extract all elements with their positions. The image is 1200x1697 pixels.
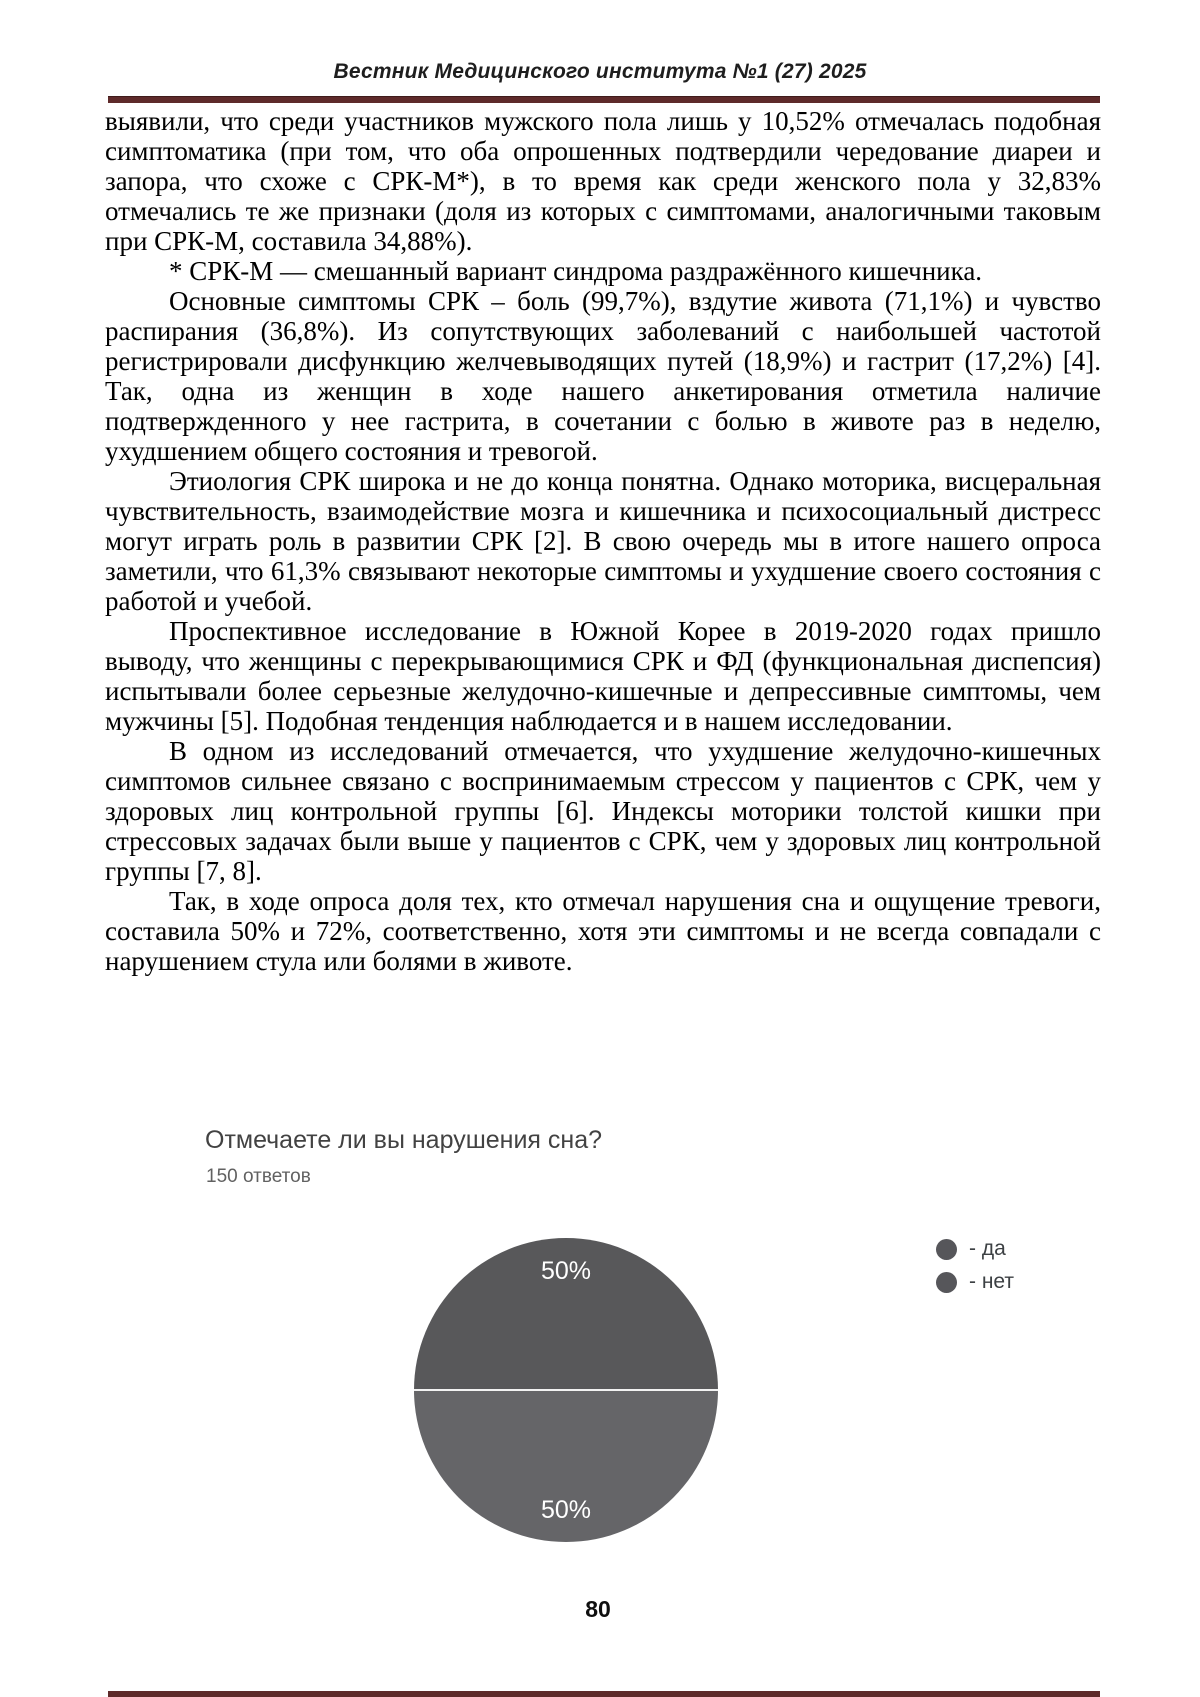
legend-item-yes xyxy=(936,1238,1014,1260)
paragraph-footnote: * СРК-М — смешанный вариант синдрома раздражённого кишечника. xyxy=(169,256,983,286)
chart-legend xyxy=(936,1238,1014,1304)
pie-slice-label-yes: 50% xyxy=(540,1257,592,1285)
pie-chart xyxy=(414,1238,718,1542)
legend-label-no: - нет xyxy=(969,1270,1015,1293)
journal-running-head: Вестник Медицинского института №1 (27) 2025 xyxy=(333,60,867,83)
paragraph: Так, в ходе опроса доля тех, кто отмечал нарушения сна и ощущение тревоги, составила 50% и 72%, соответственно, хотя эти симптомы и не всегда совпадали с нарушением стула или болями в животе. xyxy=(105,886,1101,976)
pie-slice-label-no: 50% xyxy=(540,1496,592,1524)
paragraph: В одном из исследований отмечается, что ухудшение желудочно-кишечных симптомов сильнее связано с воспринимаемым стрессом у пациентов с СРК, чем у здоровых лиц контрольной группы [6]. Индексы моторики толстой кишки при стрессовых задачах были выше у пациентов с СРК, чем у здоровых лиц контрольной группы [7, 8]. xyxy=(105,736,1101,886)
chart-title: Отмечаете ли вы нарушения сна? xyxy=(205,1126,603,1154)
legend-label-yes: - да xyxy=(969,1237,1006,1260)
legend-item-no xyxy=(936,1271,1014,1293)
paragraph: Этиология СРК широка и не до конца понятна. Однако моторика, висцеральная чувствительность, взаимодействие мозга и кишечника и психосоциальный дистресс могут играть роль в развитии СРК [2]. В свою очередь мы в итоге нашего опроса заметили, что 61,3% связывают некоторые симптомы и ухудшение своего состояния с работой и учебой. xyxy=(105,466,1101,616)
paragraph: Основные симптомы СРК – боль (99,7%), вздутие живота (71,1%) и чувство распирания (36,8%). Из сопутствующих заболеваний с наибольшей частотой регистрировали дисфункцию желчевыводящих путей (18,9%) и гастрит (17,2%) [4]. Так, одна из женщин в ходе нашего анкетирования отметила наличие подтвержденного у нее гастрита, в сочетании с болью в животе раз в неделю, ухудшением общего состояния и тревогой. xyxy=(105,286,1101,466)
legend-dot-icon xyxy=(936,1272,957,1293)
paragraph: Проспективное исследование в Южной Корее в 2019-2020 годах пришло выводу, что женщины с перекрывающимися СРК и ФД (функциональная диспепсия) испытывали более серьезные желудочно-кишечные и депрессивные симптомы, чем мужчины [5]. Подобная тенденция наблюдается и в нашем исследовании. xyxy=(105,616,1101,736)
chart-response-count: 150 ответов xyxy=(206,1166,311,1187)
article-body xyxy=(105,106,1101,976)
header-rule xyxy=(108,96,1100,103)
footer-rule xyxy=(108,1691,1100,1697)
paragraph: выявили, что среди участников мужского пола лишь у 10,52% отмечалась подобная симптоматика (при том, что оба опрошенных подтвердили чередование диареи и запора, что схоже с СРК-М*), в то время как среди женского пола у 32,83% отмечались те же признаки (доля из которых с симптомами, аналогичными таковым при СРК-М, составила 34,88%). xyxy=(105,106,1101,256)
legend-dot-icon xyxy=(936,1239,957,1260)
page-number: 80 xyxy=(585,1596,611,1622)
